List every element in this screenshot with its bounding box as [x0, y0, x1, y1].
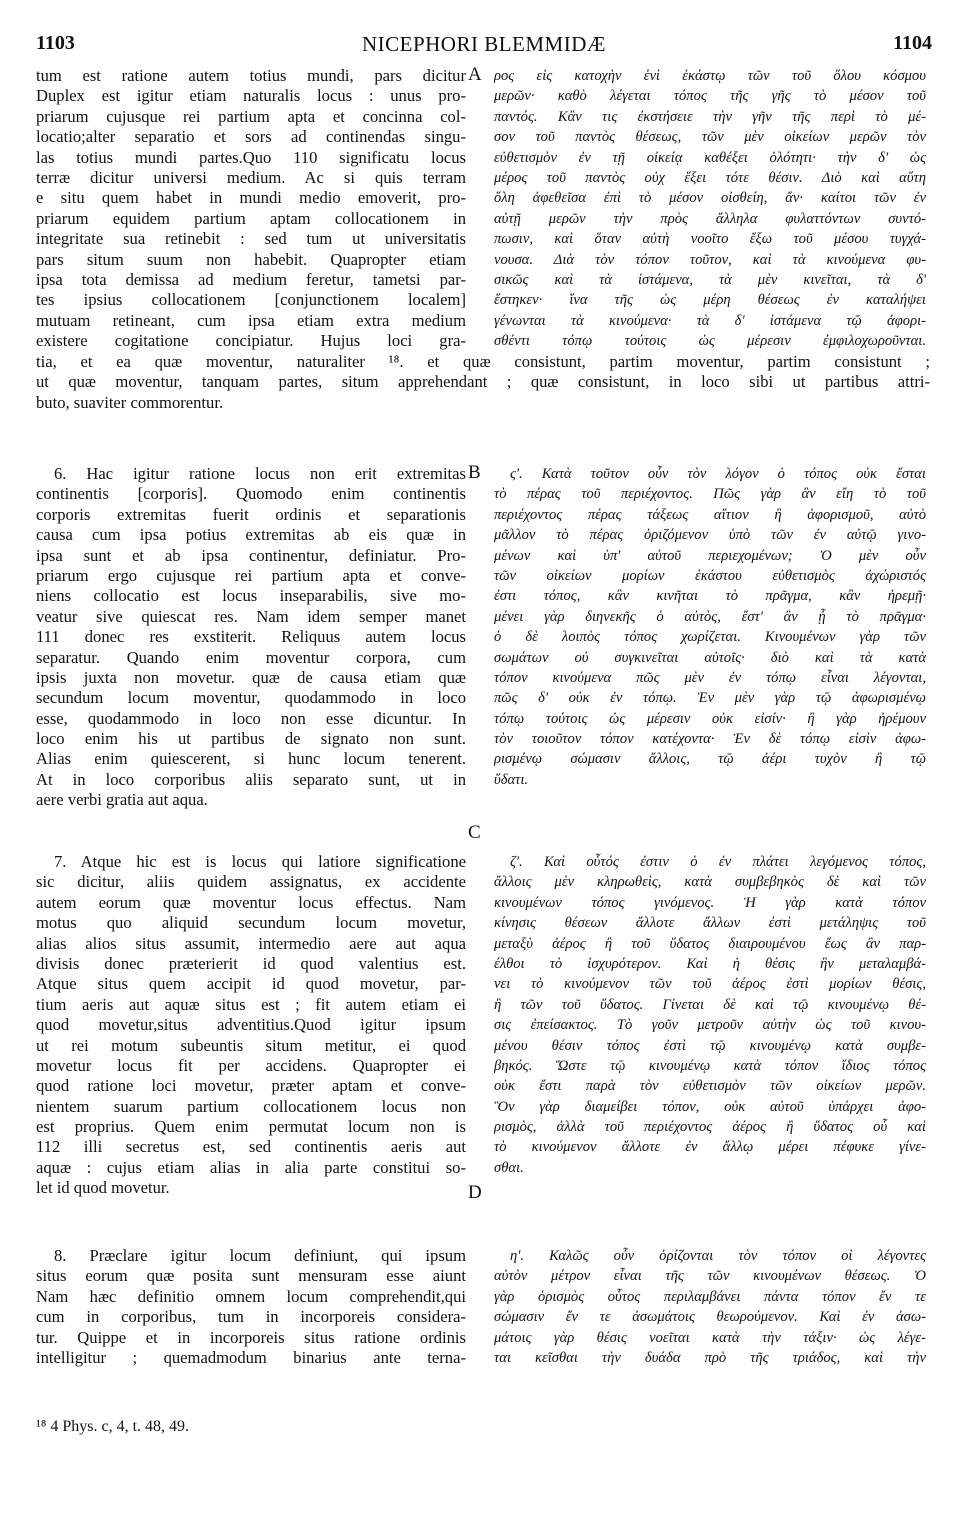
text-line: veatur sive quiescat res. Nam idem semper manet	[36, 606, 466, 626]
text-line: continentis [corporis]. Quomodo enim continentis	[36, 484, 466, 504]
text-line: σθέντι τόπῳ τούτοις ὡς μέρεσιν ἐμφιλοχωροῦνται.	[494, 333, 926, 350]
text-line: est proprius. Quem enim permutat locum non is	[36, 1117, 466, 1137]
text-line: quod movetur,situs adventitius.Quod igitur ipsum	[36, 1015, 466, 1035]
text-line: τὸν τοιοῦτον τόπον κατέχοντα· Ἐν δὲ τόπῳ εἰσὶν ἀφω-	[494, 731, 926, 748]
text-line: ut rei motum subeuntis situm metitur, ei quod	[36, 1035, 466, 1055]
text-line: μένει γὰρ διηνεκῆς ὁ αὐτὸς, ἔστ' ἂν ᾖ τὸ πρᾶγμα·	[494, 608, 926, 625]
text-line: κίνησις θέσεων ἄλλοτε ἄλλων ἐστὶ μετάληψις τοῦ	[494, 915, 926, 932]
text-line: σον τοῦ παντὸς θέσεως, τῶν μὲν οἰκείων μερῶν τὸν	[494, 129, 926, 146]
page-number-left: 1103	[36, 32, 75, 54]
text-line: pars situm suum non habebit. Quapropter etiam	[36, 249, 466, 269]
text-line: τόπῳ τούτοις ὡς μέρεσιν οὐκ εἰσίν· ἢ γὰρ ἠρέμουν	[494, 710, 926, 727]
text-line: tum est ratione autem totius mundi, pars dicitur	[36, 66, 466, 85]
text-line: νουσα. Διὰ τὸν τόπον τοῦτον, καὶ τὰ κινούμενα φυ-	[494, 251, 926, 268]
text-line: Atque situs quem accipit id quod movetur, par-	[36, 974, 466, 994]
text-line: situs eorum quæ posita sunt mensuram esse aiunt	[36, 1266, 466, 1286]
text-line: At in loco corporibus aliis separato sunt, ut in	[36, 769, 466, 789]
text-line: motus quo aliquid secundum locum movetur,	[36, 913, 466, 933]
text-line: πωσιν, καὶ ὅταν αὐτὴ νοοῖτο ἔξω τοῦ μέσου τυγχά-	[494, 231, 926, 248]
text-line: μεταξὺ ἀέρος ἢ τοῦ ὕδατος διαιρουμένου ἕως ἂν παρ-	[494, 935, 926, 952]
text-line: ipsis juxta non movetur. quæ de causa etiam quæ	[36, 667, 466, 687]
text-line: ὕδατι.	[494, 771, 529, 788]
text-line: ἢ τῶν τοῦ ὕδατος. Γίνεται δὲ καὶ τῷ κινουμένῳ θέ-	[494, 996, 926, 1013]
text-line: priarum ergo cujusque rei partium apta et conve-	[36, 565, 466, 585]
text-line: 111 donec res exstiterit. Reliquus autem locus	[36, 627, 466, 647]
text-line: ἄλλοις μὲν κληρωθεὶς, κατὰ συμβεβηκὸς δὲ καὶ τῶν	[494, 874, 926, 891]
text-line: Ὃν γὰρ διαμείβει τόπον, οὐκ αὐτοῦ ὑπάρχει ἀφο-	[494, 1098, 926, 1115]
text-line: γένωνται τὰ κινούμενα· τὰ δ' ἱστάμενα τῷ ἀφορι-	[494, 312, 926, 329]
footnote: ¹⁸ 4 Phys. c, 4, t. 48, 49.	[36, 1418, 190, 1435]
text-line: μέρος τοῦ παντὸς οὐχ ἕξει τότε θέσιν. Διὸ καὶ αὕτη	[494, 169, 926, 186]
text-line: σθαι.	[494, 1159, 524, 1176]
text-line: ρισμένῳ σώμασιν ἄλλοις, τῷ ἀέρι τυχὸν ἢ τῷ	[494, 751, 926, 768]
greek-column-block-d	[494, 1246, 926, 1368]
text-line: αὐτὸν μέτρον εἶναι τῆς τῶν κινουμένων θέσεως. Ὁ	[494, 1268, 926, 1285]
text-line: Duplex est igitur etiam naturalis locus : unus pro-	[36, 86, 466, 106]
text-line: cum in corporibus, tum in incorporeis considera-	[36, 1307, 466, 1327]
text-line: tur. Quippe et in incorporeis situs ratione ordinis	[36, 1327, 466, 1347]
text-line: e situ quem habet in mundi medio emoverit, pro-	[36, 188, 466, 208]
running-title: NICEPHORI BLEMMIDÆ	[361, 32, 607, 56]
text-line: las totius mundi partes.Quo 110 significatu locus	[36, 147, 466, 167]
text-line: 6. Hac igitur ratione locus non erit extremitas	[54, 464, 466, 483]
text-line: τόπον κινούμενα πῶς μὲν ἐν τόπῳ εἶναι λέγονται,	[494, 669, 926, 686]
text-line: buto, suaviter commorentur.	[36, 392, 224, 412]
text-line: τῶν οἰκείων μορίων ἑκάστου εὐθετισμὸς ἀχώριστός	[494, 567, 926, 584]
text-line: ἐστι τόπος, κἂν κινῆται τὸ πρᾶγμα, κἂν ἠρεμῇ·	[494, 588, 926, 605]
text-line: let id quod movetur.	[36, 1178, 170, 1198]
text-line: ζ'. Καὶ οὗτός ἐστιν ὁ ἐν πλάτει λεγόμενος τόπος,	[510, 854, 926, 870]
text-line: σωμάτων οὐ συγκινεῖται αὐτοῖς· διὸ καὶ τὰ κατὰ	[494, 649, 926, 666]
text-line: βηκός. Ὥστε τῷ κινουμένῳ κατὰ τόπον ἴδιος τόπος	[494, 1057, 926, 1074]
text-line: esse, quodammodo in loco non esse dicuntur. In	[36, 708, 466, 728]
text-line: μένων καὶ ὑπ' αὐτοῦ περιεχομένων; Ὁ μὲν οὖν	[494, 547, 926, 564]
greek-column-block-b	[494, 464, 926, 790]
text-line: niens collocatio est locus inseparabilis, sive mo-	[36, 586, 466, 606]
text-line: περιέχοντος πέρας τάξεως αἴτιον ἢ ἀφορισμοῦ, αὐτὸ	[494, 506, 926, 523]
text-line: ὁ δὲ λοιπὸς τόπος χωρίζεται. Κινουμένων γὰρ τῶν	[494, 629, 926, 646]
text-line: σικῶς καὶ τὰ ἱστάμενα, τὰ μὲν κινεῖται, τὰ δ'	[494, 271, 926, 288]
full-width-latin-paragraph	[36, 352, 930, 413]
text-line: εὐθετισμὸν ἐν τῇ οἰκείᾳ καθέξει ὁλότητι· τὴν δ' ὡς	[494, 149, 926, 166]
text-line: μᾶλλον τὸ πέρας ὁριζόμενον ὑπὸ τῶν ἐν αὐτῷ γινο-	[494, 527, 926, 544]
text-line: separatur. Quando enim moventur corpora, cum	[36, 647, 466, 667]
text-line: ται κεῖσθαι τὴν δυάδα πρὸ τῆς τριάδος, καὶ τὴν	[494, 1349, 926, 1366]
text-line: ipsa sunt et ab ipsa continentur, definiatur. Pro-	[36, 545, 466, 565]
text-line: κινουμένων τόπος γινόμενος. Ἡ γὰρ κατὰ τόπον	[494, 894, 926, 911]
margin-letter-c: C	[468, 822, 481, 843]
text-line: ὅλη ἀφεθεῖσα ἐπὶ τὸ μέσον οἰσθείη, ἄν· καίτοι τῶν ἐν	[494, 190, 926, 207]
latin-column-block-b	[36, 464, 466, 811]
text-line: 8. Præclare igitur locum definiunt, qui ipsum	[54, 1246, 466, 1265]
text-line: 112 illi secretus est, sed continentis aeris aut	[36, 1137, 466, 1157]
text-line: η'. Καλῶς οὖν ὁρίζονται τὸν τόπον οἱ λέγοντες	[510, 1248, 926, 1264]
text-line: intelligitur ; quemadmodum binarius ante terna-	[36, 1347, 466, 1367]
text-line: autem eorum quæ moventur locus effectus. Nam	[36, 892, 466, 912]
text-line: corporis extremitas fuerit ordinis et separationis	[36, 504, 466, 524]
text-line: tia, et ea quæ moventur, naturaliter ¹⁸. et quæ consistunt, partim moventur, partim consistunt ;	[36, 352, 930, 371]
text-line: alias alios situs assumit, intermedio aere aut aqua	[36, 933, 466, 953]
margin-letter-b: B	[468, 462, 481, 483]
text-line: μάτοις γὰρ θέσις νοεῖται κατὰ τὴν τάξιν· ὡς λέγε-	[494, 1329, 926, 1346]
text-line: μερῶν· καθὸ λέγεται τόπος τῆς γῆς τὸ μέσον τοῦ	[494, 88, 926, 105]
text-line: causa cum ipsa potius extremitas ab eis quæ in	[36, 525, 466, 545]
text-line: priarum cujusque rei partium apta et concinna col-	[36, 106, 466, 126]
margin-letter-d: D	[468, 1182, 482, 1203]
text-line: locatio;alter separatio et sors ad continendas singu-	[36, 127, 466, 147]
running-header	[36, 32, 932, 58]
text-line: Alias enim quiescerent, si hunc locum tenerent.	[36, 749, 466, 769]
latin-column-block-d	[36, 1246, 466, 1368]
text-line: αὐτῇ μερῶν τὴν πρὸς ἄλληλα φυλαττόντων συντό-	[494, 210, 926, 227]
text-line: 7. Atque hic est is locus qui latiore significatione	[54, 852, 466, 871]
text-line: divisis donec præterierit id quod valentius est.	[36, 953, 466, 973]
text-line: existere cogitatione concipiatur. Hujus loci gra-	[36, 331, 466, 351]
greek-column-block-c	[494, 852, 926, 1178]
text-line: mutuam retineant, cum ipsa etiam extra medium	[36, 310, 466, 330]
text-line: ut quæ moventur, tanquam partes, situm apprehendant ; quæ consistunt, in loco sibi ut partibus attri-	[36, 372, 930, 392]
text-line: tium aeris aut aquæ situs est ; fit autem etiam ei	[36, 994, 466, 1014]
text-line: quod ratione loci movetur, præter aptam et conve-	[36, 1076, 466, 1096]
text-line: ἕστηκεν· ἵνα τῆς ὡς μέρη θέσεως ἐν καταλήψει	[494, 292, 926, 309]
text-line: πῶς δ' οὐκ ἐν τόπῳ. Ἐν μὲν γὰρ τῷ ἀφωρισμένῳ	[494, 690, 926, 707]
text-line: έλθοι τὸ ἰσχυρότερον. Καὶ ἡ θέσις ἣν μεταλαμβά-	[494, 955, 926, 972]
text-line: terræ dicitur universi medium. Ac si quis terram	[36, 167, 466, 187]
greek-column-block-a	[494, 66, 926, 351]
text-line: secundum locum moventur, quodammodo in loco	[36, 688, 466, 708]
latin-column-block-a	[36, 66, 466, 351]
text-line: τὸ κινούμενον ἄλλοτε ἐν ἄλλῳ μέρει πέφυκε γίνε-	[494, 1139, 926, 1156]
latin-column-block-c	[36, 852, 466, 1199]
text-line: τὸ πέρας τοῦ περιέχοντος. Πῶς γὰρ ἂν εἴη τὸ τοῦ	[494, 486, 926, 503]
text-line: ipsa tota demissa ad medium feretur, tametsi par-	[36, 269, 466, 289]
text-line: ρισμὸς, ἀλλὰ τοῦ περιέχοντος ἀέρος ἢ ὕδατος οὗ καὶ	[494, 1119, 926, 1136]
text-line: παντός. Κἂν τις ἐκστήσειε τὴν γῆν τῆς περὶ τὸ μέ-	[494, 108, 926, 125]
text-line: ς'. Κατὰ τοῦτον οὖν τὸν λόγον ὁ τόπος οὐκ ἔσται	[510, 466, 926, 482]
text-line: νει τὸ κινούμενον τῶν τοῦ ἀέρος ἐστὶ μορίων θέσις,	[494, 976, 926, 993]
margin-letter-a: A	[468, 64, 482, 85]
page-number-right: 1104	[893, 32, 932, 54]
text-line: οὐκ ἔστι παρὰ τὸν εὐθετισμὸν τῶν οἰκείων μερῶν.	[494, 1078, 926, 1095]
text-line: nientem suarum partium collocationem locus non	[36, 1096, 466, 1116]
text-line: σις ἐπείσακτος. Τὸ γοῦν μετροῦν αὐτὴν ὡς τοῦ κινου-	[494, 1017, 926, 1034]
text-line: ρος εἰς κατοχὴν ἑνὶ ἑκάστῳ τῶν τοῦ ὅλου κόσμου	[494, 68, 926, 84]
text-line: γὰρ ὁρισμὸς οὗτος περιλαμβάνει πάντα τόπον ἔν τε	[494, 1288, 926, 1305]
text-line: σώμασιν ἔν τε ἀσωμάτοις θεωρούμενον. Καὶ ἐν ἀσω-	[494, 1309, 926, 1326]
text-line: Nam hæc definitio omnem locum comprehendit,qui	[36, 1286, 466, 1306]
text-line: aere verbi gratia aut aqua.	[36, 790, 208, 810]
text-line: integritate sua retinebit : sed tum ut universitatis	[36, 229, 466, 249]
text-line: priarum equidem partium aptam collocationem in	[36, 208, 466, 228]
text-line: loco enim his ut partibus de signato non sunt.	[36, 729, 466, 749]
text-line: μένου θέσιν τόπος ἐστὶ τῷ κινουμένῳ κατὰ συμβε-	[494, 1037, 926, 1054]
text-line: aquæ : cujus etiam alias in alia parte constitui so-	[36, 1157, 466, 1177]
text-line: movetur locus fit per accidens. Quapropter ei	[36, 1055, 466, 1075]
text-line: sic dicitur, aliis quidem assignatus, ex accidente	[36, 872, 466, 892]
text-line: tes ipsius collocationem [conjunctionem localem]	[36, 290, 466, 310]
